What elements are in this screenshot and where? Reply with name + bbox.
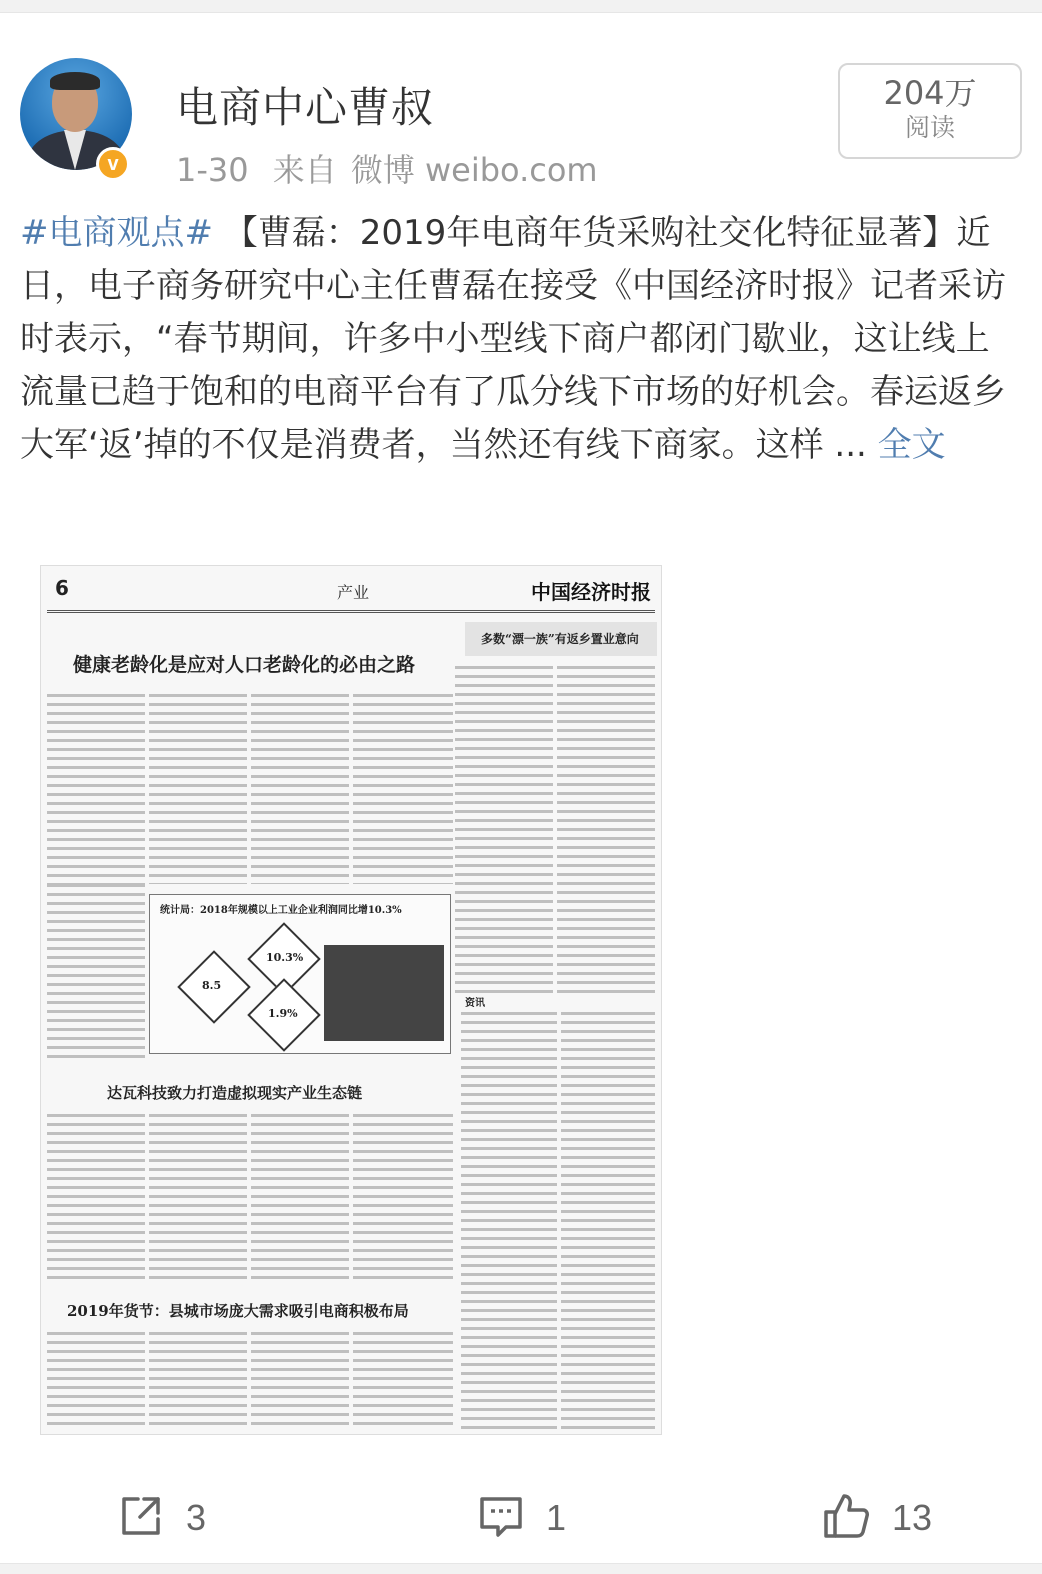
avatar-hair-shape xyxy=(50,72,100,90)
source-prefix: 来自 xyxy=(272,151,337,189)
chart-factory-graphic xyxy=(324,945,444,1041)
like-count: 13 xyxy=(892,1497,933,1538)
column-gap xyxy=(145,1114,149,1284)
read-count-box xyxy=(838,63,1022,159)
column-gap xyxy=(349,694,353,884)
weibo-post-card xyxy=(0,12,1042,1564)
column-gap xyxy=(247,1114,251,1284)
newspaper-chart-title: 统计局：2018年规模以上工业企业利润同比增10.3% xyxy=(160,905,402,916)
comment-icon xyxy=(478,1493,524,1543)
verified-badge-icon: v xyxy=(96,147,130,181)
newspaper-page-number: 6 xyxy=(55,576,69,600)
post-meta xyxy=(176,145,598,191)
read-count: 204万 xyxy=(883,74,977,112)
share-count: 3 xyxy=(186,1497,207,1538)
newspaper-headline-3: 2019年货节：县城市场庞大需求吸引电商积极布局 xyxy=(67,1302,409,1320)
newspaper-side-headline: 多数“漂一族”有返乡置业意向 xyxy=(481,632,639,646)
column-gap xyxy=(145,694,149,884)
newspaper-chart-box xyxy=(149,894,451,1054)
comment-count: 1 xyxy=(546,1497,567,1538)
newspaper-image[interactable] xyxy=(40,565,662,1435)
column-gap xyxy=(553,666,557,996)
newspaper-section-label: 资讯 xyxy=(465,998,485,1009)
post-date: 1-30 xyxy=(176,151,249,189)
newspaper-header xyxy=(47,570,655,613)
newspaper-text-block xyxy=(47,884,145,1064)
action-bar xyxy=(0,1483,1042,1553)
column-gap xyxy=(349,1332,353,1430)
topic-link[interactable]: #电商观点# xyxy=(20,213,213,253)
thumbs-up-icon xyxy=(822,1492,870,1544)
share-button[interactable] xyxy=(118,1483,206,1553)
like-button[interactable] xyxy=(822,1483,932,1553)
newspaper-masthead: 中国经济时报 xyxy=(531,580,651,604)
column-gap xyxy=(557,1012,561,1430)
column-gap xyxy=(247,694,251,884)
newspaper-section: 产业 xyxy=(337,583,370,602)
newspaper-headline-1: 健康老龄化是应对人口老龄化的必由之路 xyxy=(73,654,416,676)
share-icon xyxy=(118,1493,164,1543)
post-body: 【曹磊：2019年电商年货采购社交化特征显著】近日，电子商务研究中心主任曹磊在接受《中国经济时报》记者采访时表示，“春节期间，许多中小型线下商户都闭门歇业，这让线上流量已趋于饱和的电商平台有了瓜分线下市场的好机会。春运返乡大军‘返’掉的不仅是消费者，当然还有线下商家。这样 ... xyxy=(20,213,1006,465)
chart-diamond-value: 8.5 xyxy=(202,979,222,992)
newspaper-headline-2: 达瓦科技致力打造虚拟现实产业生态链 xyxy=(107,1084,363,1102)
read-label: 阅读 xyxy=(904,113,955,142)
column-gap xyxy=(349,1114,353,1284)
column-gap xyxy=(247,1332,251,1430)
post-text xyxy=(20,207,1022,472)
username[interactable]: 电商中心曹叔 xyxy=(176,83,435,132)
chart-diamond-value: 10.3% xyxy=(266,951,304,964)
comment-button[interactable] xyxy=(478,1483,566,1553)
post-source: 微博 weibo.com xyxy=(350,151,598,189)
column-gap xyxy=(145,1332,149,1430)
read-more-link[interactable]: 全文 xyxy=(877,425,946,465)
chart-diamond-value: 1.9% xyxy=(268,1007,298,1020)
